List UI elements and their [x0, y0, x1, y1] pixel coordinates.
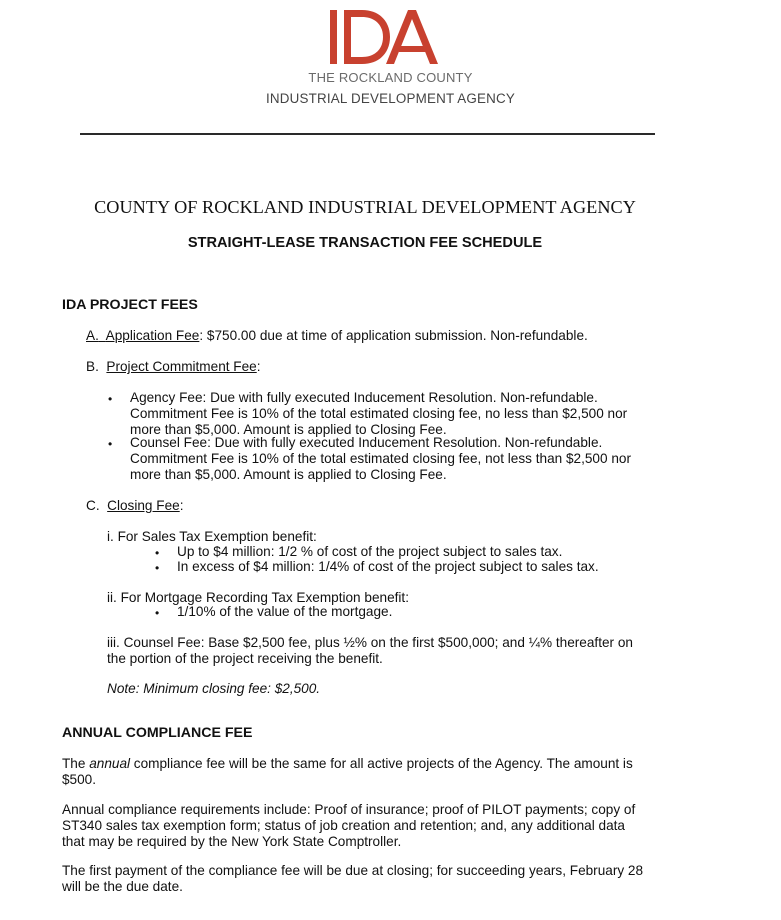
- text-line: Agency Fee: Due with fully executed Inducement Resolution. Non-refundable.: [130, 390, 598, 405]
- application-fee-item: [86, 328, 588, 344]
- bullet-icon: •: [108, 437, 113, 451]
- counsel-fee-closing: [107, 635, 633, 667]
- logo-mark: [328, 8, 440, 66]
- text-line: ST340 sales tax exemption form; status of job creation and retention; and, any additional data: [62, 818, 625, 833]
- text-line: more than $5,000. Amount is applied to Closing Fee.: [130, 467, 447, 482]
- text-line: more than $5,000. Amount is applied to Closing Fee.: [130, 422, 447, 437]
- text-line: Annual compliance requirements include: Proof of insurance; proof of PILOT payments; copy of: [62, 802, 636, 817]
- annual-fee-paragraph-1: [62, 756, 633, 788]
- section-heading-annual-fee: ANNUAL COMPLIANCE FEE: [62, 725, 253, 741]
- text-line: Commitment Fee is 10% of the total estimated closing fee, not less than $2,500 nor: [130, 451, 631, 466]
- document-title: COUNTY OF ROCKLAND INDUSTRIAL DEVELOPMENT AGENCY: [94, 197, 636, 217]
- bullet-icon: •: [155, 606, 160, 620]
- mortgage-bullet-1: 1/10% of the value of the mortgage.: [177, 604, 393, 619]
- bullet-icon: •: [155, 561, 160, 575]
- logo: [0, 0, 781, 115]
- commitment-fee-item: [86, 359, 261, 375]
- text-line: that may be required by the New York State Comptroller.: [62, 834, 402, 849]
- text-line: The first payment of the compliance fee will be due at closing; for succeeding years, February 28: [62, 863, 644, 878]
- text-line: Counsel Fee: Due with fully executed Inducement Resolution. Non-refundable.: [130, 435, 603, 450]
- emphasis-text: annual: [89, 756, 131, 771]
- bullet-icon: •: [108, 392, 113, 406]
- closing-fee-label: Closing Fee: [107, 498, 180, 513]
- section-heading-project-fees: IDA PROJECT FEES: [62, 297, 198, 313]
- text: compliance fee will be the same for all active projects of the Agency. The amount is: [130, 756, 633, 771]
- text-line: the portion of the project receiving the benefit.: [107, 651, 383, 666]
- text-line: iii. Counsel Fee: Base $2,500 fee, plus ½% on the first $500,000; and ¼% thereafter on: [107, 635, 633, 650]
- closing-fee-letter: C.: [86, 498, 100, 513]
- minimum-closing-fee-note: Note: Minimum closing fee: $2,500.: [107, 681, 321, 696]
- colon: :: [256, 359, 261, 374]
- bullet-icon: •: [155, 546, 160, 560]
- ida-logo-icon: [328, 8, 440, 66]
- logo-tagline-2: INDUSTRIAL DEVELOPMENT AGENCY: [265, 91, 516, 106]
- annual-fee-paragraph-2: [62, 802, 635, 850]
- text-line: will be the due date.: [62, 879, 183, 894]
- sales-tax-exemption-heading: i. For Sales Tax Exemption benefit:: [107, 529, 317, 544]
- logo-tagline-1: THE ROCKLAND COUNTY: [308, 70, 473, 85]
- agency-fee-bullet: [130, 390, 627, 438]
- document-subtitle: STRAIGHT-LEASE TRANSACTION FEE SCHEDULE: [187, 235, 543, 251]
- counsel-fee-bullet: [130, 435, 631, 483]
- sales-tax-bullet-2: In excess of $4 million: 1/4% of cost of the project subject to sales tax.: [177, 559, 599, 574]
- annual-fee-paragraph-3: [62, 863, 643, 895]
- colon: :: [179, 498, 184, 513]
- text-line: Commitment Fee is 10% of the total estimated closing fee, no less than $2,500 nor: [130, 406, 628, 421]
- mortgage-tax-exemption-heading: ii. For Mortgage Recording Tax Exemption benefit:: [107, 590, 409, 605]
- application-fee-text: : $750.00 due at time of application submission. Non-refundable.: [199, 328, 588, 343]
- sales-tax-bullet-1: Up to $4 million: 1/2 % of cost of the project subject to sales tax.: [177, 544, 563, 559]
- text: The: [62, 756, 90, 771]
- header-divider: [80, 133, 655, 135]
- commitment-fee-letter: B.: [86, 359, 99, 374]
- text-line: $500.: [62, 772, 97, 787]
- application-fee-label: A. Application Fee: [86, 328, 200, 343]
- closing-fee-item: [86, 498, 183, 514]
- commitment-fee-label: Project Commitment Fee: [106, 359, 257, 374]
